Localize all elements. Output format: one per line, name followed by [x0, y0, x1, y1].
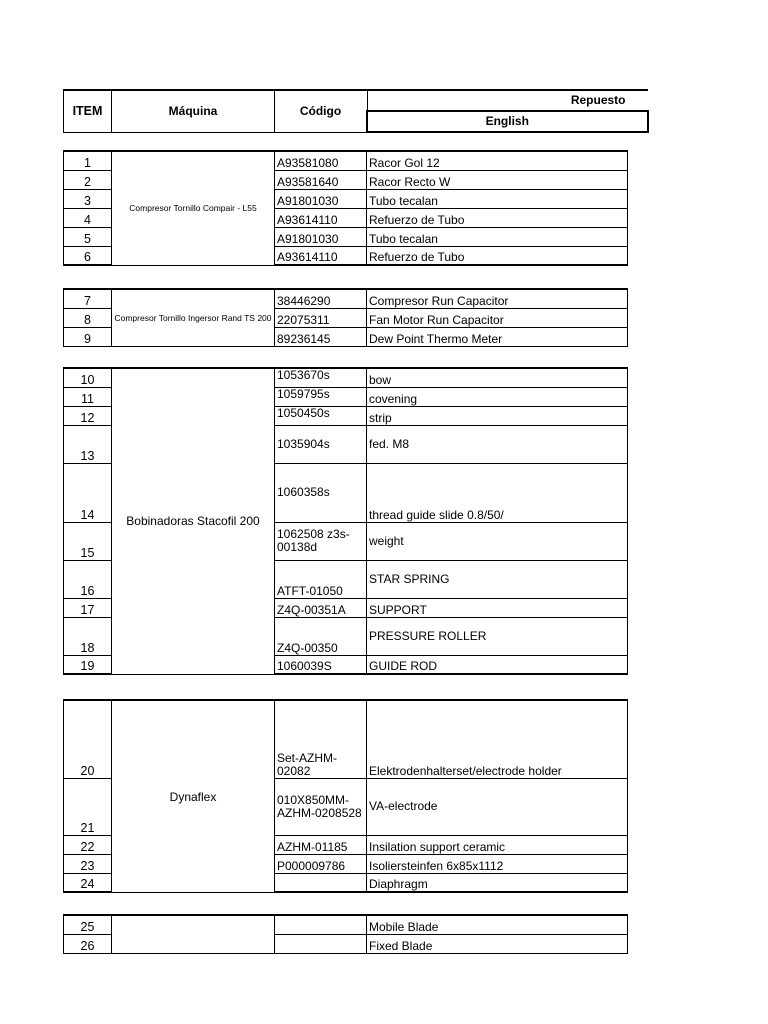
code-cell: 1050450s: [275, 406, 367, 425]
item-cell: 1: [64, 151, 112, 170]
part-cell: Refuerzo de Tubo: [367, 208, 628, 227]
item-cell: 4: [64, 208, 112, 227]
part-cell: Racor Gol 12: [367, 151, 628, 170]
part-cell: Refuerzo de Tubo: [367, 246, 628, 265]
code-cell: A93614110: [275, 208, 367, 227]
code-cell: P000009786: [275, 854, 367, 873]
part-cell: Mobile Blade: [367, 915, 628, 934]
code-cell: [275, 934, 367, 953]
item-cell: 18: [64, 617, 112, 655]
item-cell: 19: [64, 655, 112, 674]
part-cell: Racor Recto W: [367, 170, 628, 189]
part-cell: Tubo tecalan: [367, 189, 628, 208]
header-repuesto: Repuesto: [367, 90, 648, 111]
item-cell: 15: [64, 522, 112, 560]
item-cell: 21: [64, 778, 112, 835]
item-cell: 8: [64, 308, 112, 327]
part-cell: Compresor Run Capacitor: [367, 289, 628, 308]
header-table: [63, 89, 649, 133]
item-cell: 23: [64, 854, 112, 873]
code-cell: 38446290: [275, 289, 367, 308]
part-cell: bow: [367, 368, 628, 387]
item-cell: 13: [64, 425, 112, 463]
part-cell: Tubo tecalan: [367, 227, 628, 246]
item-cell: 22: [64, 835, 112, 854]
part-cell: fed. M8: [367, 425, 628, 463]
machine-cell: Dynaflex: [112, 700, 275, 892]
item-cell: 25: [64, 915, 112, 934]
part-cell: Diaphragm: [367, 873, 628, 892]
code-cell: A91801030: [275, 189, 367, 208]
part-cell: Dew Point Thermo Meter: [367, 327, 628, 346]
code-cell: AZHM-01185: [275, 835, 367, 854]
group-stacofil: [63, 367, 628, 675]
part-cell: strip: [367, 406, 628, 425]
code-cell: 1062508 z3s-00138d: [275, 522, 367, 560]
header-codigo: Código: [275, 90, 368, 132]
part-cell: Insilation support ceramic: [367, 835, 628, 854]
part-cell: VA-electrode: [367, 778, 628, 835]
code-cell: A91801030: [275, 227, 367, 246]
item-cell: 2: [64, 170, 112, 189]
part-cell: covening: [367, 387, 628, 406]
item-cell: 10: [64, 368, 112, 387]
code-cell: 010X850MM-AZHM-0208528: [275, 778, 367, 835]
item-cell: 6: [64, 246, 112, 265]
item-cell: 7: [64, 289, 112, 308]
machine-cell: Compresor Tornillo Ingersor Rand TS 200: [112, 289, 275, 346]
code-cell: A93614110: [275, 246, 367, 265]
code-cell: A93581080: [275, 151, 367, 170]
part-cell: STAR SPRING: [367, 560, 628, 598]
machine-cell: [112, 915, 275, 953]
code-cell: [275, 873, 367, 892]
item-cell: 5: [64, 227, 112, 246]
code-cell: Z4Q-00350: [275, 617, 367, 655]
item-cell: 11: [64, 387, 112, 406]
part-cell: Elektrodenhalterset/electrode holder: [367, 700, 628, 778]
code-cell: Z4Q-00351A: [275, 598, 367, 617]
code-cell: 89236145: [275, 327, 367, 346]
part-cell: weight: [367, 522, 628, 560]
code-cell: ATFT-01050: [275, 560, 367, 598]
code-cell: [275, 915, 367, 934]
item-cell: 16: [64, 560, 112, 598]
item-cell: 24: [64, 873, 112, 892]
group-compair: [63, 150, 628, 266]
part-cell: GUIDE ROD: [367, 655, 628, 674]
code-cell: 1059795s: [275, 387, 367, 406]
code-cell: A93581640: [275, 170, 367, 189]
code-cell: 22075311: [275, 308, 367, 327]
item-cell: 20: [64, 700, 112, 778]
header-maquina: Máquina: [112, 90, 275, 132]
code-cell: 1060039S: [275, 655, 367, 674]
item-cell: 9: [64, 327, 112, 346]
part-cell: Fan Motor Run Capacitor: [367, 308, 628, 327]
code-cell: 1035904s: [275, 425, 367, 463]
part-cell: PRESSURE ROLLER: [367, 617, 628, 655]
header-english: English: [367, 111, 648, 132]
part-cell: thread guide slide 0.8/50/: [367, 463, 628, 522]
code-cell: 1060358s: [275, 463, 367, 522]
header-item: ITEM: [64, 90, 112, 132]
item-cell: 14: [64, 463, 112, 522]
group-dynaflex: [63, 699, 628, 893]
group-ingersoll: [63, 288, 628, 347]
part-cell: Fixed Blade: [367, 934, 628, 953]
item-cell: 12: [64, 406, 112, 425]
group-blades: [63, 914, 628, 954]
machine-cell: Compresor Tornillo Compair - L55: [112, 151, 275, 265]
part-cell: SUPPORT: [367, 598, 628, 617]
item-cell: 17: [64, 598, 112, 617]
item-cell: 26: [64, 934, 112, 953]
code-cell: 1053670s: [275, 368, 367, 387]
item-cell: 3: [64, 189, 112, 208]
part-cell: Isoliersteinfen 6x85x1112: [367, 854, 628, 873]
code-cell: Set-AZHM-02082: [275, 700, 367, 778]
machine-cell: Bobinadoras Stacofil 200: [112, 368, 275, 674]
